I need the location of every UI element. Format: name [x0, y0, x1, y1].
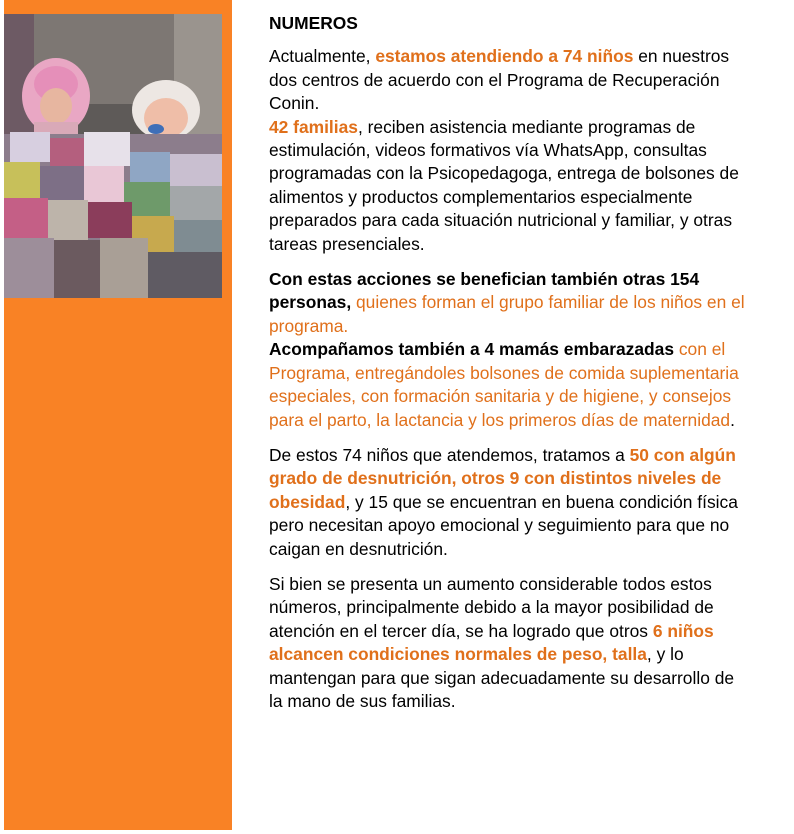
paragraph-pregnant-mothers — [269, 338, 749, 432]
paragraph-beneficiaries — [269, 268, 749, 338]
p2-rest: , reciben asistencia mediante programas de estimulación, videos formativos vía WhatsApp, consultas programadas con la Psicopedagoga, entrega de bolsones de alimentos y productos complementarios especialmente preparados para cada situación nutricional y familiar, y otras tareas presenciales. — [269, 116, 739, 254]
p6-rest: , y lo mantengan para que sigan adecuadamente su desarrollo de la mano de sus familias. — [269, 644, 735, 711]
paragraph-recovered-children — [269, 573, 749, 713]
p5-rest: , y 15 que se encuentran en buena condición física pero necesitan apoyo emocional y seguimiento para que no caigan en desnutrición. — [269, 491, 738, 559]
babies-photo — [4, 14, 222, 298]
paragraph-children-attended — [269, 45, 749, 115]
paragraph-families — [269, 116, 749, 256]
p4-end: . — [730, 409, 735, 430]
p1-highlight: estamos atendiendo a 74 niños — [375, 46, 634, 67]
p5-highlight: 50 con algún grado de desnutrición, otros 9 con distintos niveles de obesidad — [269, 444, 736, 512]
p5-intro: De estos 74 niños que atendemos, tratamos a — [269, 444, 630, 465]
page-title: NUMEROS — [269, 13, 358, 33]
p6-highlight: 6 niños alcancen condiciones normales de peso, talla — [269, 620, 714, 665]
paragraph-nutrition-status — [269, 444, 749, 561]
p4-bold: Acompañamos también a 4 mamás embarazadas — [269, 339, 674, 360]
p2-highlight: 42 familias — [269, 116, 358, 137]
p1-intro: Actualmente, — [269, 46, 376, 67]
main-text-column — [269, 12, 749, 713]
p3-orange: quienes forman el grupo familiar de los niños en el programa. — [269, 292, 745, 336]
p3-bold: Con estas acciones se benefician también otras 154 personas, — [269, 269, 700, 313]
p4-orange: con el Programa, entregándoles bolsones de comida suplementaria especiales, con formación sanitaria y de higiene, y consejos para el parto, la lactancia y los primeros días de maternidad — [269, 339, 739, 430]
p6-intro: Si bien se presenta un aumento considerable todos estos números, principalmente debido a la mayor posibilidad de atención en el tercer día, se ha logrado que otros — [269, 573, 714, 641]
p1-rest: en nuestros dos centros de acuerdo con el Programa de Recuperación Conin. — [269, 46, 730, 114]
